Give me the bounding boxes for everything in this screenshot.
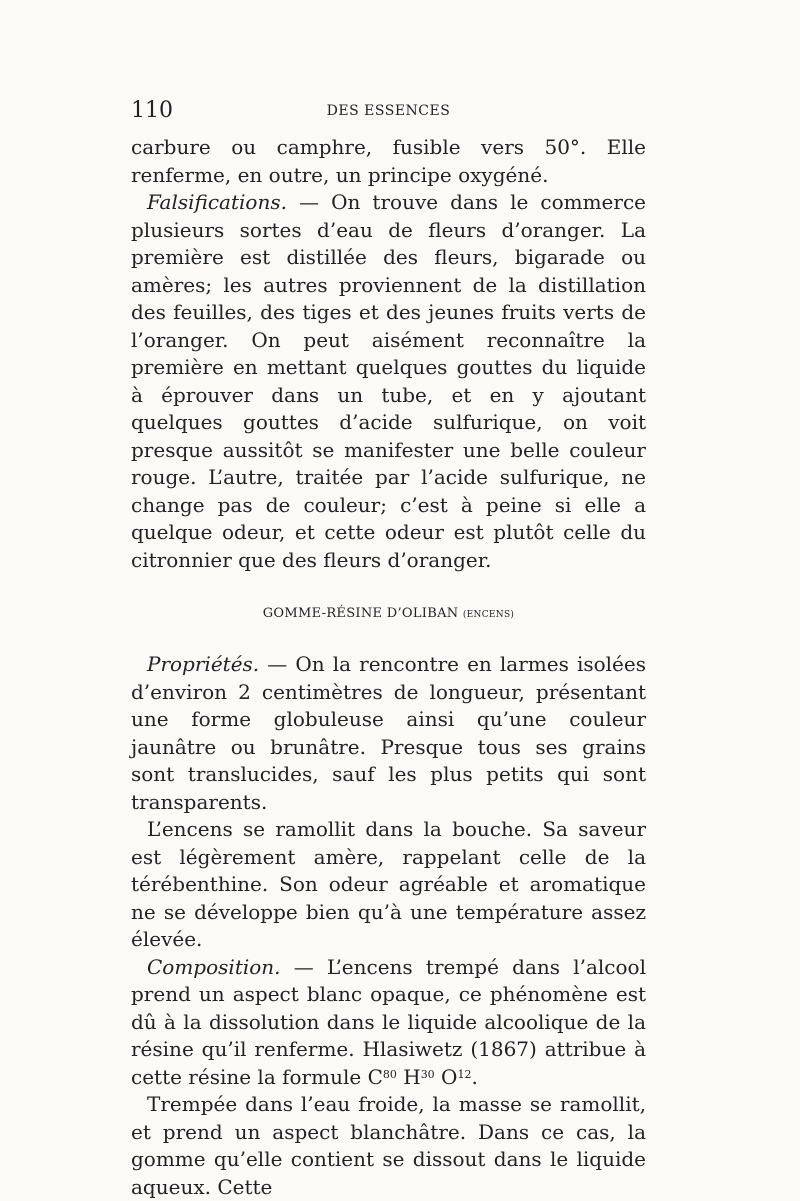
page-header (131, 98, 646, 124)
paragraph-continuation (131, 134, 646, 189)
running-title: DES ESSENCES (326, 103, 451, 119)
paragraph-label: Falsifications. (147, 190, 287, 214)
section-subtitle: (ENCENS) (462, 610, 515, 620)
paragraph-proprietes (131, 651, 646, 816)
paragraph-composition: Composition. — L’encens trempé dans l’alcool prend un aspect blanc opaque, ce phénomène est dû à la dissolution dans le liquide alcoolique de la résine qu’il renferme. Hlasiwetz (1867) attribue à cette résine la formule $C^{80}$ $H^{30}$ $O^{12}$. (131, 954, 646, 1089)
paragraph-text: Trempée dans l’eau froide, la masse se ramollit, et prend un aspect blanchâtre. Dans ce cas, la gomme qu’elle contient se dissout dans le liquide aqueux. Cette (131, 1092, 646, 1199)
paragraph-label: Propriétés. (147, 652, 260, 676)
section-heading (131, 604, 646, 625)
page-number: 110 (131, 98, 173, 123)
paragraph-text: — L’encens trempé dans l’alcool prend un aspect blanc opaque, ce phénomène est dû à la dissolution dans le liquide alcoolique de la résine qu’il renferme. Hlasiwetz (1867) attribue à cette résine la formule (131, 954, 646, 1089)
section-title: GOMME-RÉSINE D’OLIBAN (262, 606, 459, 621)
paragraph-text: carbure ou camphre, fusible vers 50°. Elle renferme, en outre, un principe oxygéné. (131, 135, 646, 187)
chemical-formula: $C^{80}$ $H^{30}$ $O^{12}$ (367, 1064, 472, 1089)
paragraph-text: — On la rencontre en larmes isolées d’environ 2 centimètres de longueur, présentant une forme globuleuse ainsi qu’une couleur jaunâtre ou brunâtre. Presque tous ses grains sont translucides, sauf les plus petits qui sont transparents. (131, 652, 646, 814)
paragraph-encens (131, 816, 646, 954)
page-body (131, 134, 646, 1201)
paragraph-label: Composition. (147, 954, 281, 979)
paragraph-trempee (131, 1091, 646, 1201)
paragraph-text: — On trouve dans le commerce plusieurs sortes d’eau de fleurs d’oranger. La première est distillée des fleurs, bigarade ou amères; les autres proviennent de la distillation des feuilles, des tiges et des jeunes fruits verts de l’oranger. On peut aisément reconnaître la première en mettant quelques gouttes du liquide à éprouver dans un tube, et en y ajoutant quelques gouttes d’acide sulfurique, on voit presque aussitôt se manifester une belle couleur rouge. L’autre, traitée par l’acide sulfurique, ne change pas de couleur; c’est à peine si elle a quelque odeur, et cette odeur est plutôt celle du citronnier que des fleurs d’oranger. (131, 190, 646, 572)
paragraph-falsifications (131, 189, 646, 574)
paragraph-text: L’encens se ramollit dans la bouche. Sa saveur est légèrement amère, rappelant celle de la térébenthine. Son odeur agréable et aromatique ne se développe bien qu’à une température assez élevée. (131, 817, 646, 951)
